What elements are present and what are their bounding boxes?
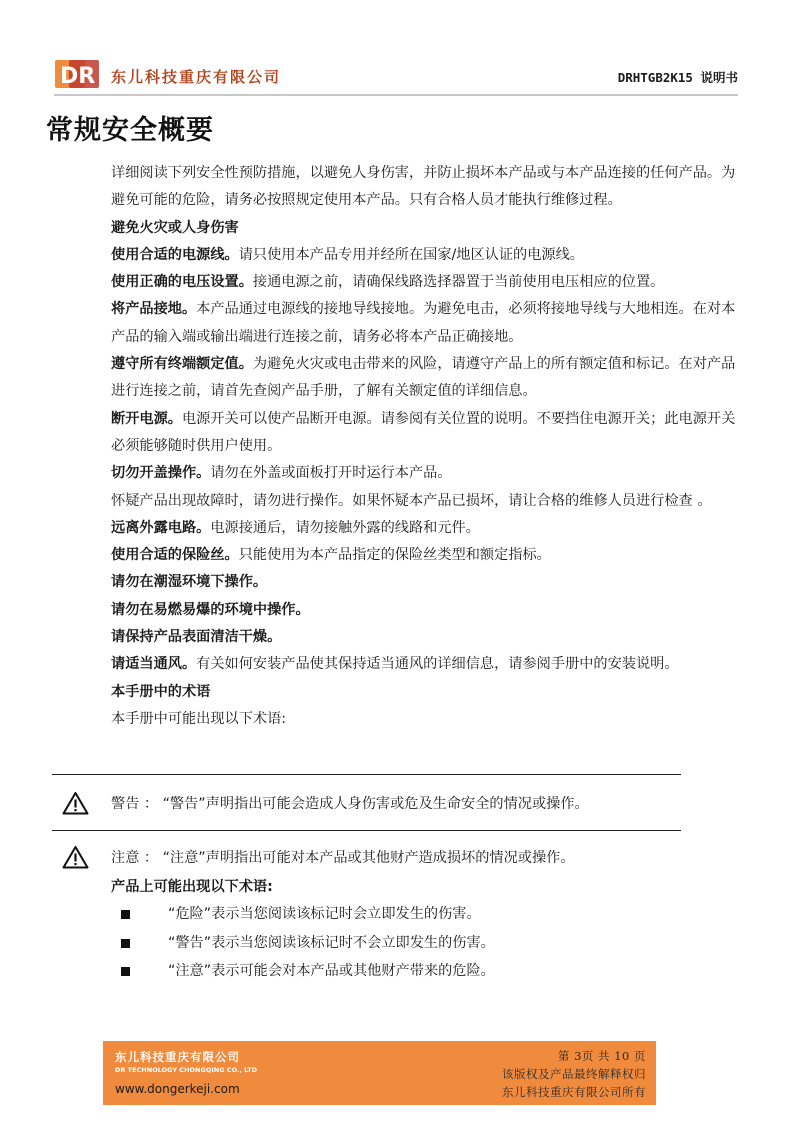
product-terms-list bbox=[121, 900, 495, 986]
item-suspected-fault: 怀疑产品出现故障时，请勿进行操作。如果怀疑本产品已损坏，请让合格的维修人员进行检查 。 bbox=[111, 492, 712, 509]
company-logo bbox=[54, 58, 100, 90]
logo-text: DR bbox=[60, 64, 96, 89]
header-doc-name: DRHTGB2K15 说明书 bbox=[617, 70, 738, 85]
item-ventilation: 请适当通风。有关如何安装产品使其保持适当通风的详细信息，请参阅手册中的安装说明。 bbox=[111, 656, 679, 673]
bullet-square-icon bbox=[121, 967, 130, 976]
item-grounding: 将产品接地。本产品通过电源线的接地导线接地。为避免电击，必须将接地导线与大地相连。在对本产品的输入端或输出端进行连接之前，请务必将本产品正确接地。 bbox=[111, 301, 736, 345]
warning-triangle-icon bbox=[62, 791, 89, 815]
item-disconnect: 断开电源。电源开关可以使产品断开电源。请参阅有关位置的说明。不要挡住电源开关；此电源开关必须能够随时供用户使用。 bbox=[111, 410, 736, 454]
item-power-cord: 使用合适的电源线。请只使用本产品专用并经所在国家/地区认证的电源线。 bbox=[111, 246, 584, 263]
bullet-square-icon bbox=[121, 910, 130, 919]
product-terms-heading: 产品上可能出现以下术语: bbox=[111, 879, 273, 895]
footer-company-english: DR TECHNOLOGY CHONGQING CO., LTD bbox=[115, 1066, 258, 1074]
header-divider bbox=[54, 94, 738, 96]
footer-rights-line2: 东儿科技重庆有限公司所有 bbox=[502, 1085, 646, 1099]
item-fuse: 使用合适的保险丝。只能使用为本产品指定的保险丝类型和额定指标。 bbox=[111, 547, 551, 564]
item-explosive: 请勿在易燃易爆的环境中操作。 bbox=[111, 601, 310, 618]
page-header bbox=[54, 58, 738, 92]
item-exposed-circuit: 远离外露电路。电源接通后，请勿接触外露的线路和元件。 bbox=[111, 519, 480, 536]
item-clean-dry: 请保持产品表面清洁干燥。 bbox=[111, 629, 282, 646]
footer-right-block bbox=[502, 1047, 646, 1101]
list-item: “警告”表示当您阅读该标记时不会立即发生的伤害。 bbox=[121, 929, 495, 958]
header-company-name: 东儿科技重庆有限公司 bbox=[111, 68, 282, 86]
caution-triangle-icon bbox=[62, 845, 89, 869]
page-footer bbox=[103, 1041, 656, 1105]
page-title: 常规安全概要 bbox=[46, 115, 214, 146]
intro-paragraph: 详细阅读下列安全性预防措施，以避免人身伤害，并防止损坏本产品或与本产品连接的任何产品。为避免可能的危险，请务必按照规定使用本产品。只有合格人员才能执行维修过程。 bbox=[111, 165, 736, 209]
section-heading-fire: 避免火灾或人身伤害 bbox=[111, 219, 239, 236]
item-cover: 切勿开盖操作。请勿在外盖或面板打开时运行本产品。 bbox=[111, 465, 452, 482]
list-item: “注意”表示可能会对本产品或其他财产带来的危险。 bbox=[121, 957, 495, 986]
footer-rights-line1: 该版权及产品最终解释权归 bbox=[502, 1067, 646, 1081]
terms-intro: 本手册中可能出现以下术语: bbox=[111, 710, 287, 727]
bullet-square-icon bbox=[121, 939, 130, 948]
footer-company-name: 东儿科技重庆有限公司 bbox=[115, 1050, 240, 1064]
section-heading-terms: 本手册中的术语 bbox=[111, 683, 211, 700]
item-ratings: 遵守所有终端额定值。为避免火灾或电击带来的风险，请遵守产品上的所有额定值和标记。在对产品进行连接之前，请首先查阅产品手册，了解有关额定值的详细信息。 bbox=[111, 356, 736, 400]
warning-text: 警告 ： “警告”声明指出可能会造成人身伤害或危及生命安全的情况或操作。 bbox=[111, 796, 589, 812]
warning-bottom-rule bbox=[52, 830, 681, 831]
item-voltage: 使用正确的电压设置。接通电源之前，请确保线路选择器置于当前使用电压相应的位置。 bbox=[111, 274, 665, 291]
item-humidity: 请勿在潮湿环境下操作。 bbox=[111, 574, 268, 591]
list-item: “危险”表示当您阅读该标记时会立即发生的伤害。 bbox=[121, 900, 495, 929]
caution-text: 注意 ： “注意”声明指出可能对本产品或其他财产造成损坏的情况或操作。 bbox=[111, 850, 575, 866]
safety-content bbox=[111, 160, 747, 733]
footer-website-link[interactable]: www.dongerkeji.com bbox=[115, 1082, 240, 1096]
warning-top-rule bbox=[52, 774, 681, 775]
page-number: 第 3页 共 10 页 bbox=[557, 1049, 646, 1063]
